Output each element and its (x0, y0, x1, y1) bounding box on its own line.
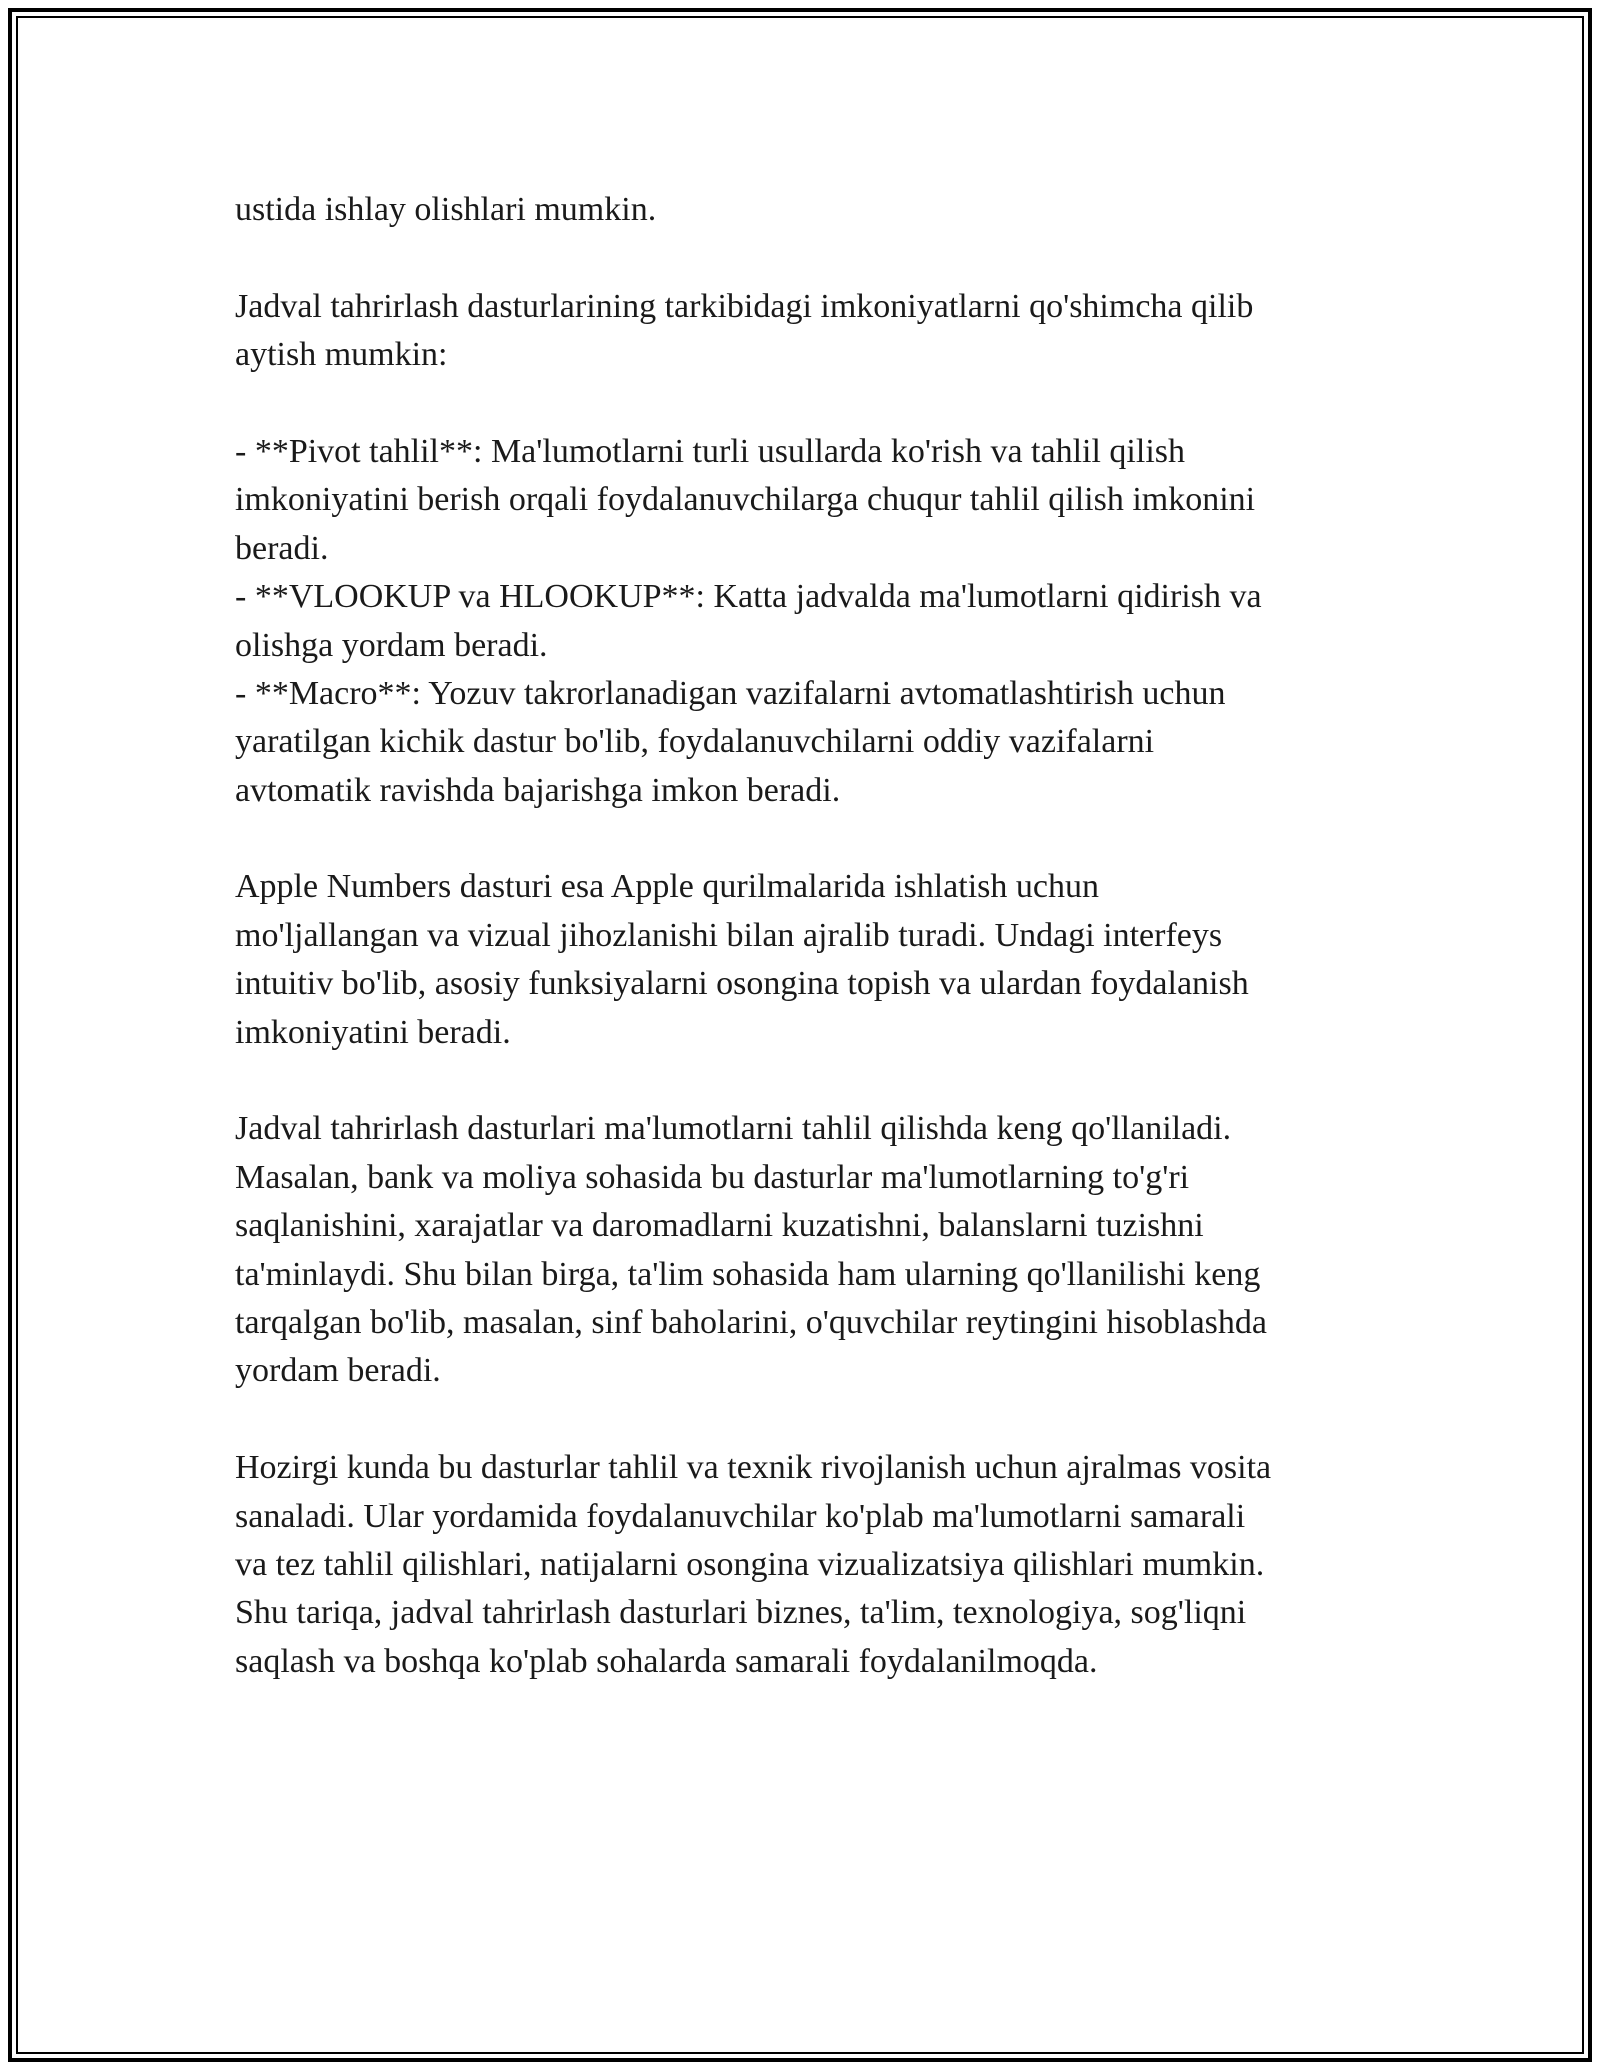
text-line: Jadval tahrirlash dasturlarining tarkibidagi imkoniyatlarni qo'shimcha qilib (235, 287, 1254, 325)
document-body (235, 186, 1385, 1686)
text-line: aytish mumkin: (235, 336, 448, 374)
paragraph-1 (235, 186, 1385, 234)
paragraph-2 (235, 283, 1385, 380)
text-line: - **VLOOKUP va HLOOKUP**: Katta jadvalda ma'lumotlarni qidirish va (235, 578, 1262, 616)
paragraph-gap (235, 1396, 1385, 1444)
text-line: yaratilgan kichik dastur bo'lib, foydalanuvchilarni oddiy vazifalarni (235, 723, 1155, 761)
paragraph-gap (235, 234, 1385, 282)
text-line: - **Macro**: Yozuv takrorlanadigan vazifalarni avtomatlashtirish uchun (235, 674, 1226, 712)
paragraph-6 (235, 1444, 1385, 1686)
text-line: - **Pivot tahlil**: Ma'lumotlarni turli usullarda ko'rish va tahlil qilish (235, 432, 1185, 470)
text-line: beradi. (235, 529, 329, 567)
text-line: Jadval tahrirlash dasturlari ma'lumotlarni tahlil qilishda keng qo'llaniladi. (235, 1110, 1232, 1148)
text-line: ta'minlaydi. Shu bilan birga, ta'lim sohasida ham ularning qo'llanilishi keng (235, 1255, 1261, 1293)
text-line: saqlanishini, xarajatlar va daromadlarni kuzatishni, balanslarni tuzishni (235, 1207, 1204, 1245)
text-line: Hozirgi kunda bu dasturlar tahlil va texnik rivojlanish uchun ajralmas vosita (235, 1449, 1272, 1487)
paragraph-gap (235, 380, 1385, 428)
paragraph-gap (235, 1057, 1385, 1105)
text-line: sanaladi. Ular yordamida foydalanuvchilar ko'plab ma'lumotlarni samarali (235, 1497, 1246, 1535)
paragraph-3-feature-list (235, 428, 1385, 815)
text-line: va tez tahlil qilishlari, natijalarni osongina vizualizatsiya qilishlari mumkin. (235, 1545, 1265, 1583)
text-line: tarqalgan bo'lib, masalan, sinf baholarini, o'quvchilar reytingini hisoblashda (235, 1303, 1268, 1341)
paragraph-4 (235, 863, 1385, 1057)
text-line: mo'ljallangan va vizual jihozlanishi bilan ajralib turadi. Undagi interfeys (235, 916, 1223, 954)
text-line: Masalan, bank va moliya sohasida bu dasturlar ma'lumotlarning to'g'ri (235, 1158, 1190, 1196)
paragraph-gap (235, 815, 1385, 863)
text-line: Shu tariqa, jadval tahrirlash dasturlari biznes, ta'lim, texnologiya, sog'liqni (235, 1594, 1247, 1632)
text-line: saqlash va boshqa ko'plab sohalarda samarali foydalanilmoqda. (235, 1642, 1098, 1680)
text-line: imkoniyatini berish orqali foydalanuvchilarga chuqur tahlil qilish imkonini (235, 481, 1256, 519)
text-line: yordam beradi. (235, 1352, 441, 1390)
text-line: Apple Numbers dasturi esa Apple qurilmalarida ishlatish uchun (235, 868, 1099, 906)
paragraph-5 (235, 1105, 1385, 1395)
text-line: ustida ishlay olishlari mumkin. (235, 191, 657, 228)
text-line: olishga yordam beradi. (235, 626, 548, 664)
text-line: imkoniyatini beradi. (235, 1013, 511, 1051)
text-line: avtomatik ravishda bajarishga imkon beradi. (235, 771, 841, 809)
text-line: intuitiv bo'lib, asosiy funksiyalarni osongina topish va ulardan foydalanish (235, 965, 1249, 1003)
